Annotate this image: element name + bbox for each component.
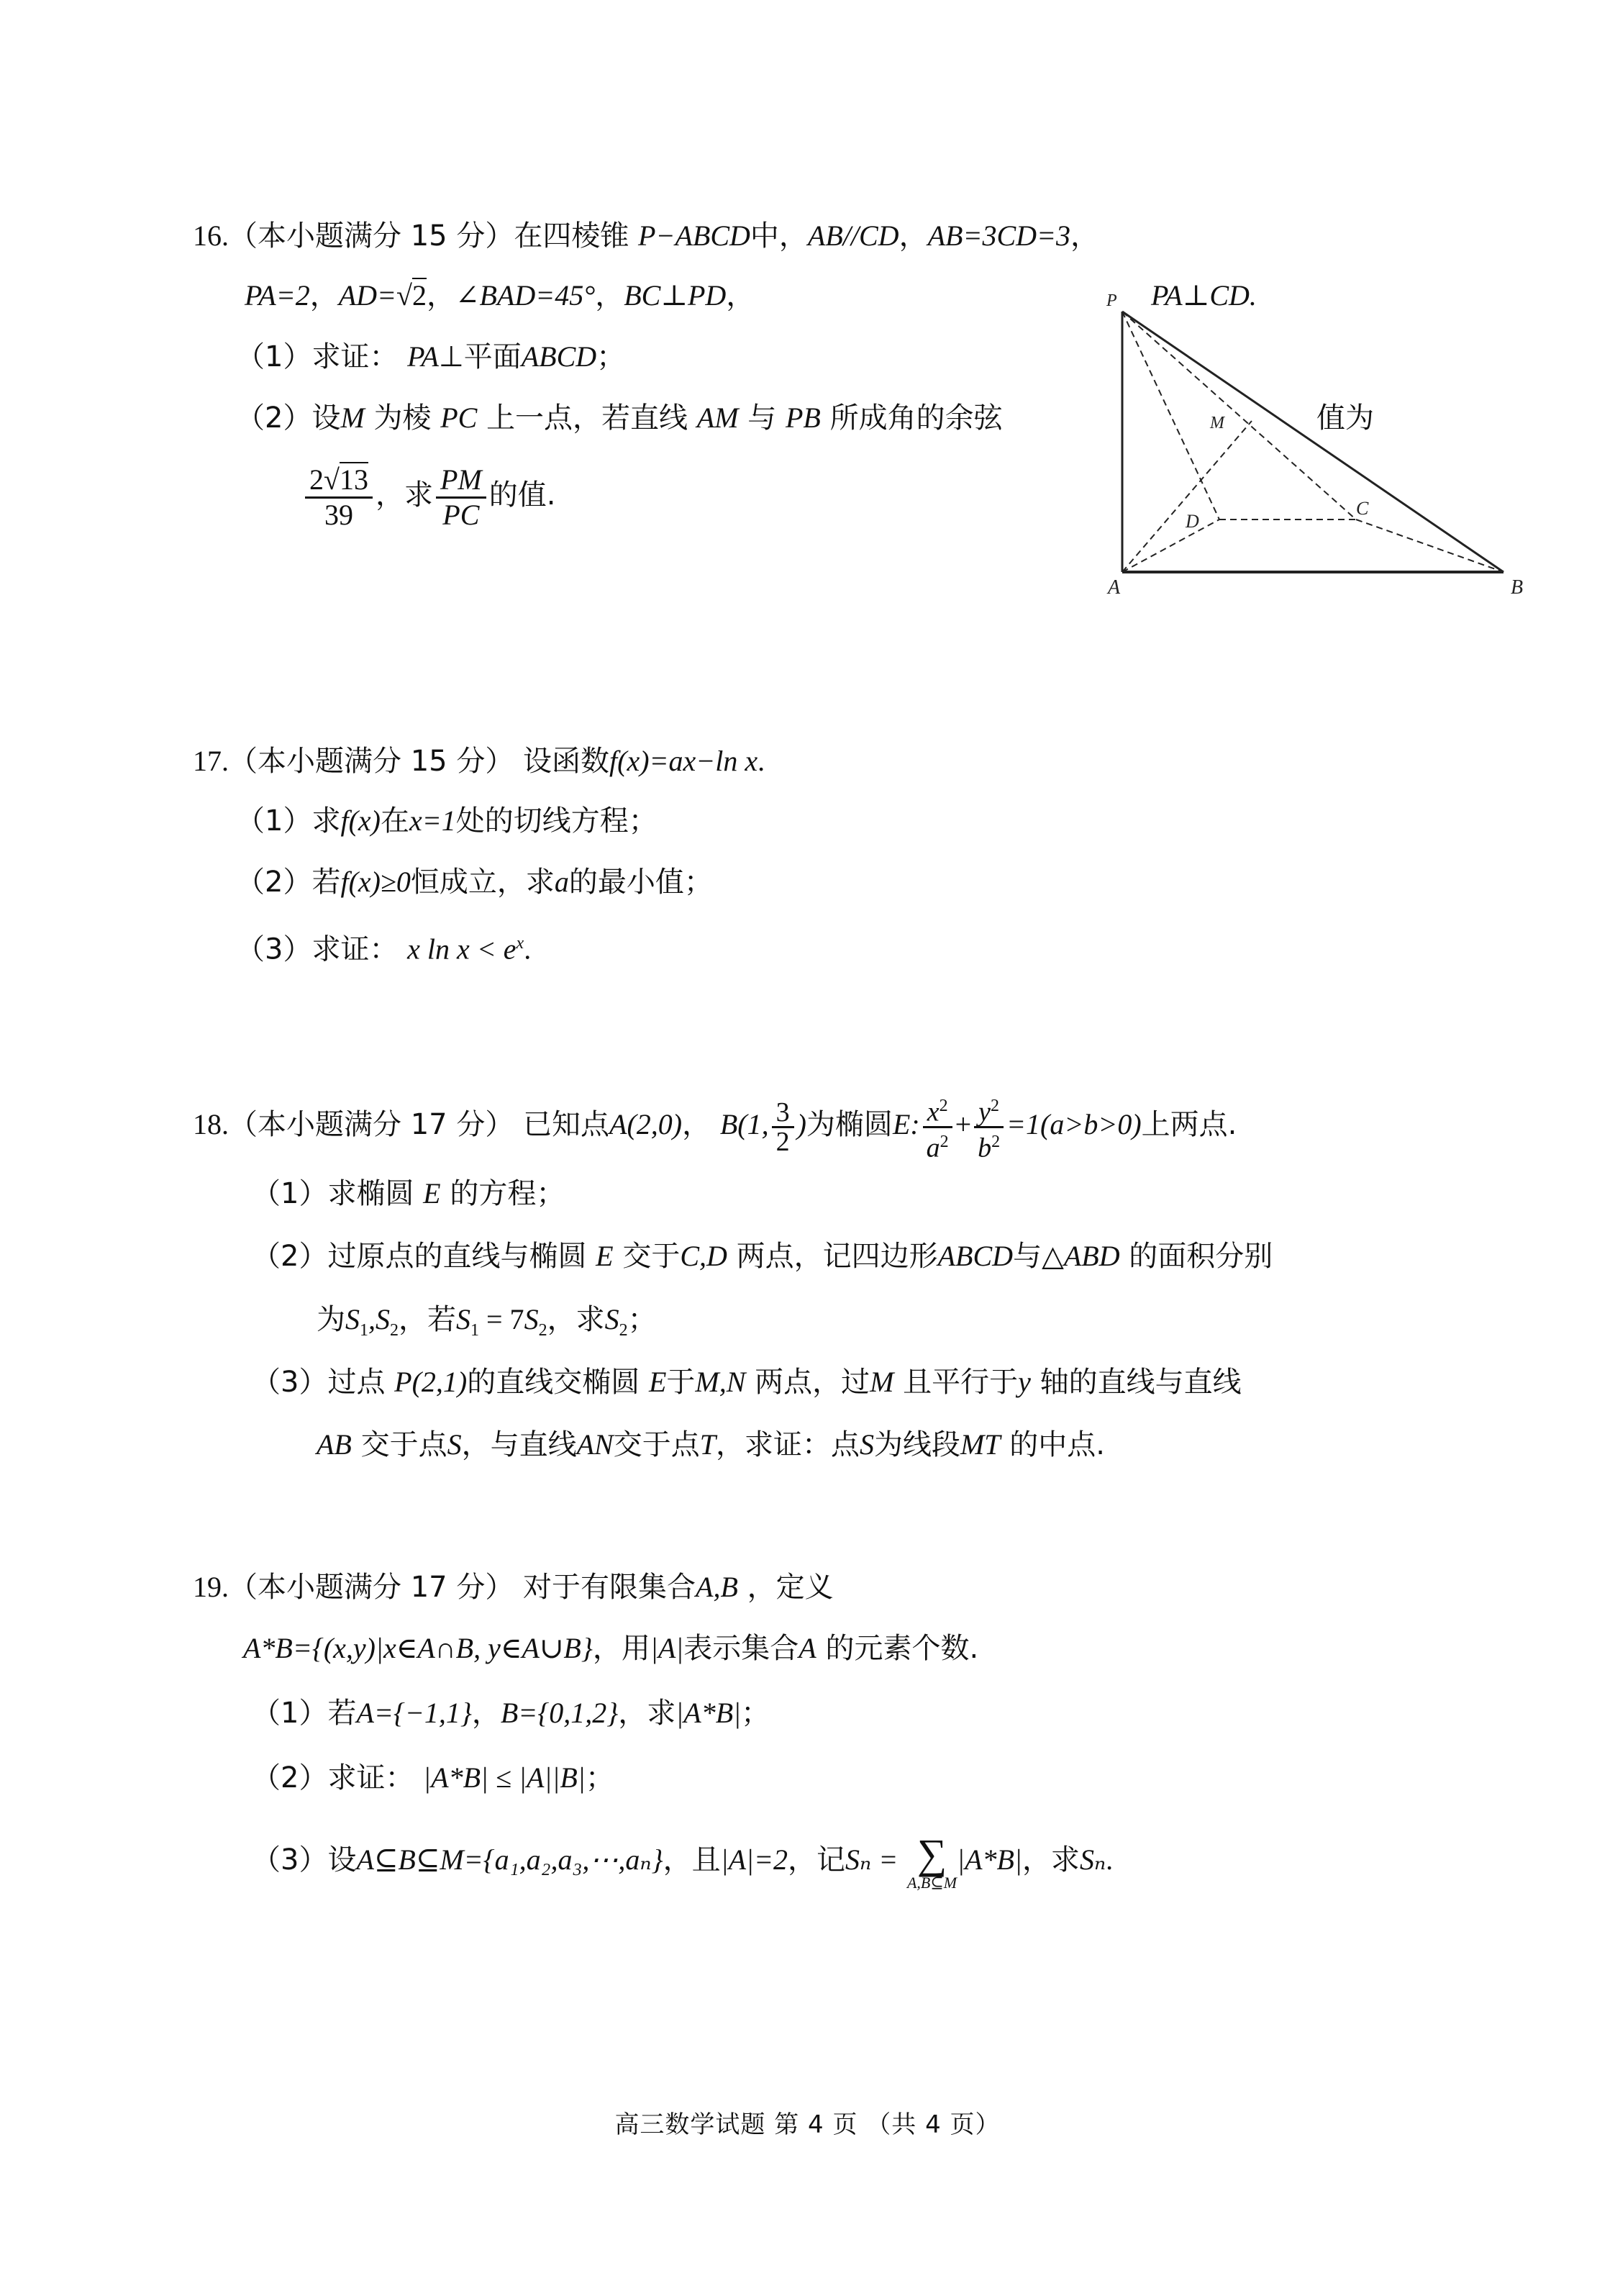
q16-text: ，	[899, 219, 928, 253]
q19-part1-math: |A*B|	[675, 1697, 742, 1729]
ratio-den: PC	[442, 498, 480, 531]
q16-cond1: AB//CD	[807, 219, 899, 252]
q17-part1-math: f(x)	[340, 804, 381, 837]
var-S: S	[604, 1303, 619, 1335]
q19-text: 的元素个数.	[825, 1632, 979, 1665]
q18-part3-math: MT	[960, 1428, 1001, 1461]
q18-part2-text: 与	[1013, 1240, 1042, 1273]
q17-part3-math: x ln x < e	[407, 933, 517, 966]
q19-part3-text: ，记	[788, 1843, 846, 1877]
q19-text: ，用	[592, 1632, 650, 1665]
q19-part3-label: （3）	[252, 1843, 328, 1877]
q17-line1	[193, 743, 765, 780]
var-a: a	[926, 1133, 940, 1163]
q18-part3-math: E	[648, 1366, 667, 1398]
q18-line1	[193, 1090, 1237, 1161]
label-B: B	[1511, 576, 1524, 594]
q16-number: 16.	[193, 219, 229, 252]
summation	[906, 1830, 957, 1892]
q16-text: ，	[426, 279, 455, 312]
q16-sqrt-value: 2	[411, 279, 427, 312]
q18-part3-text: 两点，过	[755, 1366, 870, 1399]
q16-part1	[236, 338, 625, 376]
page-footer: 高三数学试题 第 4 页 （共 4 页）	[614, 2110, 1001, 2139]
q16-part1-text: ⊥平面	[438, 340, 522, 373]
q16-cond5: ∠BAD=45°	[455, 279, 596, 312]
q18-point-B-frac	[772, 1099, 794, 1156]
q19-part3	[252, 1831, 1113, 1891]
cosine-fraction: $\frac{2√13}{39}$	[305, 463, 373, 532]
q17-part2-label: （2）	[236, 866, 312, 899]
q18-point-B: B(1,	[719, 1108, 769, 1140]
q17-part1-math: x=1	[409, 804, 456, 837]
q18-part3-text: ，求证：点	[715, 1428, 860, 1461]
q18-part3-text: 的中点.	[1009, 1428, 1105, 1461]
q16-part1-label: （1）	[236, 340, 312, 373]
q18-point-A: A(2,0)	[609, 1108, 683, 1140]
var-S: S	[345, 1303, 360, 1335]
q17-part1-text: 处的切线方程；	[455, 804, 658, 838]
q18-part3-text: ，与直线	[461, 1428, 577, 1461]
q18-part2-math: C,D	[680, 1240, 727, 1272]
q18-x-term	[923, 1092, 952, 1161]
q16-part2-text: ，求	[375, 478, 433, 512]
q17-part2-math: a	[554, 866, 569, 898]
edge-CB	[1356, 519, 1503, 572]
q19-part2-text: 求证：	[327, 1761, 414, 1794]
q18-stem: 已知点	[523, 1108, 610, 1141]
q18-part3-math: M,N	[695, 1366, 746, 1398]
q19-sets: A,B	[696, 1571, 738, 1603]
q16-cond7: PA⊥CD.	[1151, 279, 1257, 312]
q17-part1-text: 在	[380, 804, 409, 838]
sigma-symbol: ∑	[916, 1830, 947, 1877]
q16-cond2: AB=3CD=3	[927, 219, 1070, 252]
q18-part3-text: 的直线交椭圆	[467, 1366, 640, 1399]
q17-part1-label: （1）	[236, 804, 312, 838]
q18-part3-math: y	[1018, 1366, 1031, 1398]
q18-part1-math: E	[423, 1177, 441, 1210]
q18-text: ，	[682, 1108, 711, 1141]
q19-part2-text: ；	[585, 1761, 614, 1794]
q18-part3-math: AB	[317, 1428, 352, 1461]
q18-part3-line2	[317, 1426, 1105, 1464]
edge-PD	[1122, 312, 1219, 519]
q16-part1-math: PA	[407, 340, 439, 373]
q19-definition-math: A*B={(x,y)|x∈A∩B, y∈A∪B}	[243, 1632, 593, 1664]
q16-cond3: PA=2	[245, 279, 310, 312]
q17-part2-text: 的最小值；	[568, 866, 713, 899]
q18-part3	[252, 1363, 1242, 1401]
exp: 2	[991, 1132, 1001, 1151]
q18-part2-math: E	[596, 1240, 614, 1272]
q19-part1-text: 若	[327, 1697, 357, 1730]
q18-text: 为椭圆	[806, 1108, 893, 1141]
edge-AD	[1122, 519, 1219, 572]
q18-part2	[252, 1238, 1273, 1275]
q18-part3-text: 于	[666, 1366, 696, 1399]
q16-text: ，	[309, 279, 339, 312]
q16-part2-line2	[302, 460, 555, 532]
frac-den: 2	[775, 1126, 790, 1157]
q16-text: 中，	[750, 219, 808, 253]
q18-rhs: =1(a>b>0)	[1006, 1108, 1142, 1140]
edge-PB	[1122, 312, 1503, 572]
q18-part1	[252, 1175, 565, 1212]
q16-part2-text: 的值.	[488, 478, 556, 512]
q19-part3-text: 设	[327, 1843, 357, 1877]
q16-part2-text: 为棱	[373, 401, 432, 435]
q19-part1-text: ，求	[618, 1697, 676, 1730]
q16-text: ，	[595, 279, 624, 312]
q18-part3-math: P(2,1)	[394, 1366, 468, 1398]
q16-cond4: AD=	[338, 279, 397, 312]
q18-part3-math: AN	[576, 1428, 614, 1461]
q17-part2-text: 若	[311, 866, 341, 899]
label-A: A	[1108, 576, 1121, 594]
q17-part2-text: 恒成立，求	[410, 866, 555, 899]
cos-den: 39	[324, 498, 353, 531]
q18-part3-text: 交于点	[360, 1428, 447, 1461]
q17-stem: 设函数	[523, 745, 610, 778]
q19-part2-label: （2）	[252, 1761, 328, 1794]
q18-part2-text: ；	[627, 1303, 657, 1336]
q17-part3-text: .	[524, 933, 532, 966]
q18-part1-text: 的方程；	[450, 1177, 565, 1210]
q19-part3-math: |A*B|	[957, 1843, 1022, 1876]
sum-index: A,B⊆M	[906, 1874, 957, 1892]
frac-num: 3	[772, 1099, 794, 1128]
label-D: D	[1186, 511, 1199, 532]
q19-math: |A|	[650, 1632, 684, 1664]
q18-score: （本小题满分 17 分）	[229, 1108, 514, 1141]
q16-part2-text: 值为	[1316, 401, 1374, 435]
q18-part2-text: 两点，记四边形	[736, 1240, 938, 1273]
q19-part2-math: |A*B| ≤ |A||B|	[423, 1761, 586, 1794]
q17-part3	[236, 925, 531, 968]
q16-pyramid: P−ABCD	[638, 219, 750, 252]
q19-part3-text: ，且	[663, 1843, 721, 1877]
q19-number: 19.	[193, 1571, 229, 1603]
var-x: x	[927, 1097, 940, 1127]
q16-part2-math: AM	[696, 401, 739, 434]
q19-part3-math: A⊆B⊆M={a₁,a₂,a₃,⋯,aₙ}	[356, 1843, 663, 1876]
q16-part2	[236, 399, 1003, 437]
q19-part3-math: Sₙ =	[845, 1843, 899, 1876]
segment-AM	[1122, 421, 1252, 572]
q19-part3-text: .	[1106, 1843, 1114, 1876]
label-P: P	[1106, 291, 1117, 310]
q17-function: f(x)=ax−ln x	[609, 745, 758, 777]
q19-text: 表示集合	[683, 1632, 799, 1665]
q19-part1-text: ，	[471, 1697, 501, 1730]
q16-stem: 在四棱锥	[514, 219, 629, 253]
q17-number: 17.	[193, 745, 229, 777]
q19-part3-math: |A|=2	[720, 1843, 788, 1876]
exp: 2	[940, 1132, 949, 1151]
q18-part1-label: （1）	[252, 1177, 328, 1210]
q16-part1-text: ；	[596, 340, 626, 373]
q18-part2-math: ABCD	[937, 1240, 1014, 1272]
q19-part3-text: ，求	[1022, 1843, 1080, 1877]
q18-part3-text: 过点	[327, 1366, 386, 1399]
var-b: b	[978, 1133, 992, 1163]
q16-part1-math: ABCD	[521, 340, 597, 373]
q16-line2: PA=2，AD=√2，∠BAD=45°，BC⊥PD，	[245, 279, 755, 312]
exp: 2	[939, 1096, 948, 1115]
q18-part3-text: 交于点	[613, 1428, 700, 1461]
q17-part3-text: 求证：	[311, 933, 399, 966]
q18-part3-text: 为线段	[873, 1428, 960, 1461]
q18-plus: +	[955, 1108, 972, 1140]
var-S: S	[376, 1303, 390, 1335]
q17-score: （本小题满分 15 分）	[229, 745, 514, 778]
exp: 2	[991, 1096, 1000, 1115]
q18-part2-text: ，若	[399, 1303, 456, 1336]
label-M: M	[1210, 414, 1224, 432]
q18-part2-line2: 为$S_1,S_2$，若$S_1 = 7S_2$，求$S_2$；	[317, 1303, 657, 1340]
q16-part1-text: 求证：	[311, 340, 399, 373]
q18-text: )	[796, 1108, 806, 1140]
q19-text: ，定义	[747, 1571, 834, 1604]
q18-y-term	[974, 1092, 1004, 1161]
q19-stem: 对于有限集合	[523, 1571, 696, 1604]
q18-part2-text: 的面积分别	[1129, 1240, 1273, 1273]
edge-PC	[1122, 312, 1356, 519]
q18-part3-math: S	[447, 1428, 462, 1461]
q18-ellipse-name: E:	[892, 1108, 920, 1140]
q19-part3-math: Sₙ	[1079, 1843, 1106, 1876]
q18-part3-text: 且平行于	[903, 1366, 1019, 1399]
q19-part1-label: （1）	[252, 1697, 328, 1730]
cos-sqrt: 13	[339, 463, 368, 496]
q18-part3-math: M	[870, 1366, 894, 1398]
q18-part2-text: ，求	[547, 1303, 605, 1336]
q18-part2-label: （2）	[252, 1240, 328, 1273]
label-C: C	[1356, 498, 1369, 519]
q16-line1	[193, 217, 1099, 255]
q18-part3-text: 轴的直线与直线	[1039, 1366, 1242, 1399]
q19-part2	[252, 1759, 614, 1797]
var-S: S	[456, 1303, 470, 1335]
q16-part2-text: 所成角的余弦	[829, 401, 1003, 435]
q17-part3-exponent: x	[516, 934, 524, 953]
ratio-num: PM	[436, 463, 486, 499]
q19-line1	[193, 1569, 834, 1606]
q16-part2-math: PB	[785, 401, 821, 434]
ratio-fraction	[436, 463, 486, 532]
q19-part1-math: B={0,1,2}	[500, 1697, 619, 1729]
q16-text: ，	[1070, 219, 1099, 253]
q18-part3-math: T	[699, 1428, 716, 1461]
var-S: S	[524, 1303, 539, 1335]
q16-part2-math: M	[340, 401, 365, 434]
q17-part1	[236, 802, 658, 840]
q18-part2-text: 过原点的直线与椭圆	[327, 1240, 587, 1273]
q16-part2-text: 与	[747, 401, 777, 435]
q17-text: .	[758, 745, 765, 777]
q18-number: 18.	[193, 1108, 229, 1140]
q18-part2-math: △ABD	[1042, 1240, 1120, 1272]
q17-part1-text: 求	[311, 804, 341, 838]
q18-part3-label: （3）	[252, 1366, 328, 1399]
q16-text: ，	[726, 279, 755, 312]
q16-part2-text: 设	[311, 401, 341, 435]
q19-part1	[252, 1694, 770, 1732]
q17-part2	[236, 863, 713, 901]
q17-part3-label: （3）	[236, 933, 312, 966]
pyramid-diagram	[1079, 284, 1539, 594]
q19-part1-math: A={−1,1}	[356, 1697, 472, 1729]
q16-part2-text: 上一点，若直线	[486, 401, 688, 435]
q16-cond6: BC⊥PD	[624, 279, 727, 312]
q17-part2-math: f(x)≥0	[340, 866, 411, 898]
q19-math: A	[799, 1632, 816, 1664]
q19-definition	[243, 1630, 978, 1667]
q19-score: （本小题满分 17 分）	[229, 1571, 514, 1604]
var-y: y	[978, 1097, 991, 1127]
q18-text: 上两点.	[1141, 1108, 1237, 1141]
q16-part2-label: （2）	[236, 401, 312, 435]
q16-part2-math: PC	[440, 401, 478, 434]
q16-score: （本小题满分 15 分）	[229, 219, 514, 253]
q19-part1-text: ；	[741, 1697, 770, 1730]
q18-part2-text: 交于	[622, 1240, 681, 1273]
q18-part1-text: 求椭圆	[327, 1177, 414, 1210]
q18-part2-text: 为	[317, 1303, 345, 1336]
cos-coef: 2	[309, 463, 324, 496]
q18-part3-math: S	[859, 1428, 874, 1461]
